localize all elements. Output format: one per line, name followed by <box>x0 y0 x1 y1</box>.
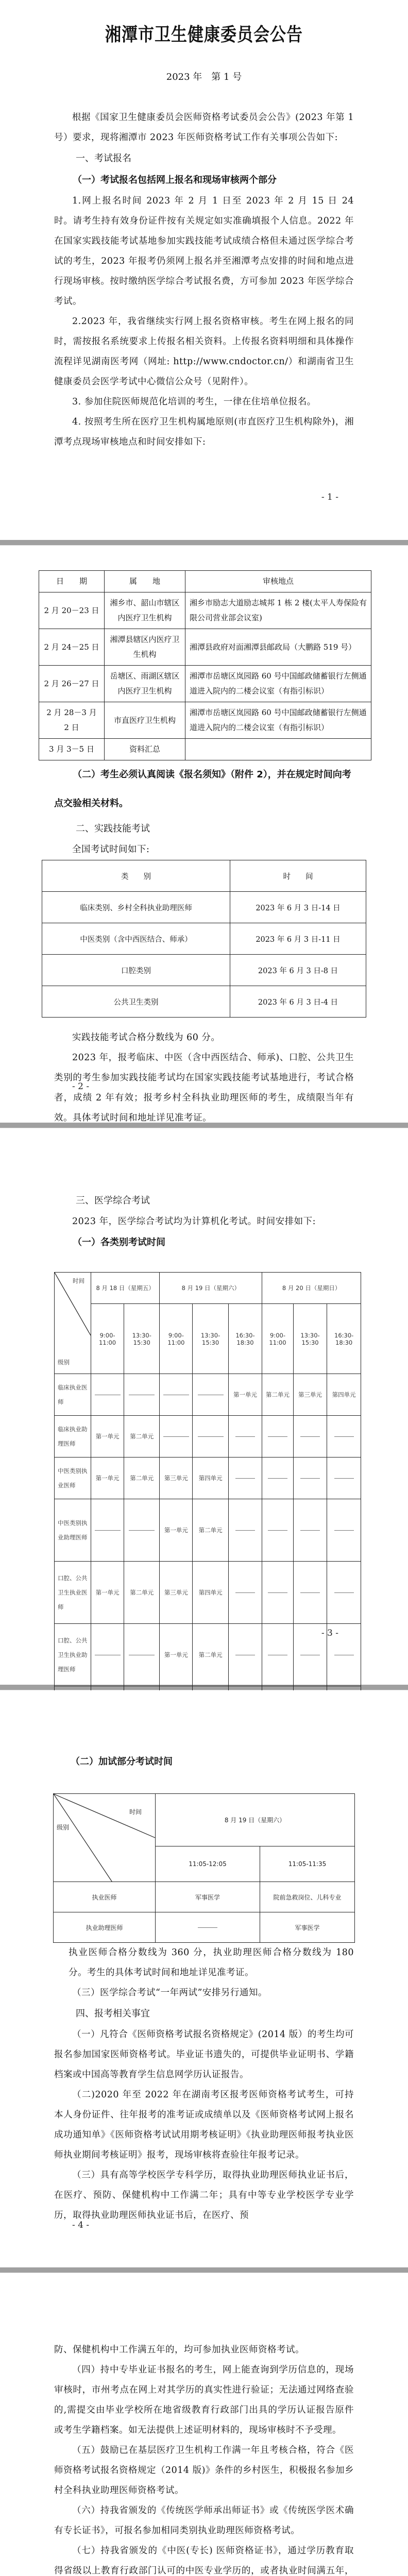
empty-slot-cell <box>262 1458 293 1499</box>
day-header: 8 月 19 日（星期六） <box>156 1794 355 1846</box>
empty-slot-dash <box>235 1530 255 1531</box>
subject-cell <box>156 1912 260 1943</box>
page-4 <box>0 1690 408 2267</box>
empty-slot-cell <box>91 1624 124 1686</box>
empty-slot-cell <box>293 1458 327 1499</box>
table-row <box>39 592 371 629</box>
time-cell: 2023 年 6 月 3 日-8 日 <box>230 955 366 986</box>
corner-label-level: 级别 <box>57 1824 70 1831</box>
empty-slot-cell <box>262 1624 293 1686</box>
level-cell: 临床执业医师 <box>55 1374 91 1416</box>
table-row <box>42 923 366 955</box>
table-header-row <box>55 1273 361 1304</box>
date-cell: 2 月 24－25 日 <box>39 629 105 666</box>
table-header-row <box>42 860 366 892</box>
date-cell: 2 月 26－27 日 <box>39 666 105 702</box>
section-3-lead: 2023 年，医学综合考试均为计算机化考试。时间安排如下: <box>72 1216 316 1227</box>
empty-slot-dash <box>334 1436 354 1437</box>
jurisdiction-cell: 岳塘区、雨湖区辖区内医疗卫生机构 <box>105 666 185 702</box>
corner-header-cell <box>54 1794 156 1882</box>
unit-cell: 第二单元 <box>262 1374 293 1416</box>
subject-cell: 军事医学 <box>156 1882 260 1912</box>
page-number: - 3 - <box>321 1628 338 1638</box>
section-3-sub-3: （三）医学综合考试“一年两试”安排另行通知。 <box>72 1988 267 1998</box>
empty-slot-cell <box>293 1499 327 1562</box>
document-title: 湘潭市卫生健康委员会公告 <box>105 24 303 46</box>
location-cell <box>185 739 371 760</box>
slot-header: 16:30-18:30 <box>327 1304 361 1374</box>
jurisdiction-cell: 湘乡市、韶山市辖区内医疗卫生机构 <box>105 592 185 629</box>
empty-slot-dash <box>235 1592 255 1593</box>
slot-header-row <box>55 1304 361 1374</box>
section-3-heading: 三、医学综合考试 <box>76 1195 150 1206</box>
page-separator <box>0 2267 408 2273</box>
unit-cell: 第一单元 <box>91 1562 124 1624</box>
page-separator <box>0 540 408 546</box>
table-row <box>42 955 366 986</box>
section-3-sub-1-heading: （一）各类别考试时间 <box>73 1237 165 1248</box>
unit-cell: 第一单元 <box>160 1624 193 1686</box>
table-row <box>54 1912 355 1943</box>
column-header: 属 地 <box>105 571 185 592</box>
empty-slot-dash <box>334 1478 354 1479</box>
empty-slot-dash <box>198 1927 217 1928</box>
section-4-item-7: （七）持我省颁发的《中医(专长) 医师资格证书》，通过学历教育取得省级以上教育行政部门认可的中医专业学历的，或者执业时间满五年， <box>54 2546 354 2576</box>
empty-slot-dash <box>163 1436 189 1437</box>
page-number: - 2 - <box>72 1081 90 1092</box>
unit-cell: 第三单元 <box>293 1374 327 1416</box>
date-cell: 2 月 20－23 日 <box>39 592 105 629</box>
section-4-item-4: （四）持中专毕业证书报名的考生，网上能查询到学历信息的，现场审核时，市州考点在网上对其学历的真实性进行验证；无法通过网络查验的,需提交由毕业学校所在地省级教育行政部门出具的学历认证报告原件或考生学籍档案。如无法提供上述证明材料的，现场审核时不予受理。 <box>54 2365 354 2435</box>
table-row <box>55 1458 361 1499</box>
table-header-row <box>39 571 371 592</box>
section-2-heading: 二、实践技能考试 <box>76 823 150 834</box>
table-row <box>42 892 366 923</box>
intro-paragraph: 根据《国家卫生健康委员会医师资格考试委员会公告》(2023 年第 1 号）要求，现将湘潭市 2023 年医师资格考试工作有关事项公告如下: <box>54 112 354 143</box>
time-cell: 2023 年 6 月 3 日-11 日 <box>230 923 366 955</box>
unit-cell: 第二单元 <box>124 1458 160 1499</box>
empty-slot-dash <box>334 1530 354 1531</box>
table-row <box>42 986 366 1018</box>
table-row <box>55 1499 361 1562</box>
table-header-row <box>54 1794 355 1846</box>
empty-slot-cell <box>124 1624 160 1686</box>
column-header: 审核地点 <box>185 571 371 592</box>
section-4-item-3-continued: 防、保健机构中工作满五年的，均可参加执业医师资格考试。 <box>54 2345 304 2355</box>
table-row <box>55 1624 361 1686</box>
slot-header: 9:00-11:00 <box>262 1304 293 1374</box>
subject-cell: 军事医学 <box>260 1912 355 1943</box>
unit-cell: 第三单元 <box>160 1458 193 1499</box>
empty-slot-dash <box>300 1530 320 1531</box>
slot-header: 13:30-15:30 <box>124 1304 160 1374</box>
section-4-item-1: （一）凡符合《医师资格考试报名资格规定》(2014 版）的考生均可报名参加国家医师资格考试。毕业证书遗失的，可提供毕业证明书、学籍档案或中国高等教育学生信息网学历认证报告。 <box>54 2029 354 2080</box>
unit-cell: 第二单元 <box>193 1499 228 1562</box>
level-cell: 口腔、公共卫生执业医师 <box>55 1562 91 1624</box>
empty-slot-dash <box>95 1530 121 1531</box>
date-cell: 2 月 28－3 月 2 日 <box>39 702 105 739</box>
slot-header: 11:05-12:05 <box>156 1846 260 1882</box>
category-cell: 口腔类别 <box>42 955 230 986</box>
slot-header: 11:05-11:35 <box>260 1846 355 1882</box>
empty-slot-cell <box>262 1416 293 1458</box>
section-1-item-4: 4. 按照考生所在医疗卫生机构属地原则(市直医疗卫生机构除外)，湘潭考点现场审核地点和时间安排如下: <box>54 417 354 447</box>
section-4-heading: 四、报考相关事宜 <box>76 2008 150 2019</box>
page-1 <box>0 0 408 540</box>
table-row <box>39 702 371 739</box>
unit-cell: 第四单元 <box>327 1374 361 1416</box>
empty-slot-cell <box>91 1374 124 1416</box>
unit-cell: 第二单元 <box>124 1562 160 1624</box>
empty-slot-cell <box>193 1416 228 1458</box>
level-cell: 中医类别执业医师 <box>55 1458 91 1499</box>
location-cell: 湘潭市岳塘区岚园路 60 号中国邮政储蓄银行左侧通道进入院内的二楼会议室（有指引标识） <box>185 666 371 702</box>
location-cell: 湘乡市励志大道励志城邦 1 栋 2 楼(太平人寿保险有限公司营业部会议室) <box>185 592 371 629</box>
empty-slot-cell <box>327 1416 361 1458</box>
section-1-sub-1-heading: （一）考试报名包括网上报名和现场审核两个部分 <box>73 175 277 185</box>
empty-slot-dash <box>300 1478 320 1479</box>
location-cell: 湘潭县政府对面湘潭县邮政局（大鹏路 519 号） <box>185 629 371 666</box>
time-cell: 2023 年 6 月 3 日-14 日 <box>230 892 366 923</box>
corner-label-time: 时间 <box>129 1808 142 1816</box>
column-header: 类 别 <box>42 860 230 892</box>
section-1-item-2: 2.2023 年，我省继续实行网上报名资格审核。考生在网上报名的同时，需按报名系统要求上传报名相关资料。上传报名资料明细和具体操作流程详见湖南医考网（网址: http://www.cndoctor.cn/）和湖南省卫生健康委员会医学考试中心微信公众号（见附件）。 <box>54 316 354 387</box>
empty-slot-dash <box>129 1530 155 1531</box>
category-cell: 公共卫生类别 <box>42 986 230 1018</box>
section-2-lead: 全国考试时间如下: <box>72 844 150 855</box>
level-cell: 中医类别执业助理医师 <box>55 1499 91 1562</box>
table-row <box>55 1416 361 1458</box>
empty-slot-cell <box>91 1499 124 1562</box>
section-4-item-6: （六）持我省颁发的《传统医学师承出师证书》或《传统医学医术确有专长证书》，可报名参加相同类别执业助理医师资格考试。 <box>54 2505 354 2536</box>
slot-header: 16:30-18:30 <box>228 1304 262 1374</box>
unit-cell: 第四单元 <box>193 1458 228 1499</box>
practical-passing-score: 实践技能考试合格分数线为 60 分。 <box>72 1032 220 1043</box>
day-header: 8 月 19 日（星期六） <box>160 1273 262 1304</box>
location-cell: 湘潭市岳塘区岚园路 60 号中国邮政储蓄银行左侧通道进入院内的二楼会议室（有指引标识） <box>185 702 371 739</box>
category-cell: 中医类别（含中西医结合、师承） <box>42 923 230 955</box>
empty-slot-dash <box>235 1478 255 1479</box>
table-row <box>55 1374 361 1416</box>
empty-slot-cell <box>160 1416 193 1458</box>
empty-slot-cell <box>228 1499 262 1562</box>
corner-header-cell <box>55 1273 91 1374</box>
empty-slot-cell <box>262 1499 293 1562</box>
day-header: 8 月 18 日（星期五） <box>91 1273 160 1304</box>
unit-cell: 第一单元 <box>91 1416 124 1458</box>
page-number: - 1 - <box>321 492 338 502</box>
review-schedule-table <box>39 570 371 760</box>
unit-cell: 第三单元 <box>160 1562 193 1624</box>
section-2-body: 2023 年，报考临床、中医（含中西医结合、师承)、口腔、公共卫生类别的考生参加实践技能考试均在国家实践技能考试基地进行，考试合格者，成绩 2 年有效；报考乡村全科执业助理医师的考生，成绩限当年有效。具体考试时间和地址详见准考证。 <box>54 1053 354 1123</box>
time-cell: 2023 年 6 月 3 日-4 日 <box>230 986 366 1018</box>
empty-slot-cell <box>124 1499 160 1562</box>
unit-cell: 第二单元 <box>124 1416 160 1458</box>
empty-slot-cell <box>262 1562 293 1624</box>
jurisdiction-cell: 市直医疗卫生机构 <box>105 702 185 739</box>
empty-slot-cell <box>327 1499 361 1562</box>
date-cell: 3 月 3－5 日 <box>39 739 105 760</box>
section-1-item-3: 3. 参加住院医师规范化培训的考生，一律在住培单位报名。 <box>72 397 316 407</box>
level-cell: 执业医师 <box>54 1882 156 1912</box>
unit-cell: 第一单元 <box>160 1499 193 1562</box>
slot-header: 13:30-15:30 <box>293 1304 327 1374</box>
day-header: 8 月 20 日（星期日） <box>262 1273 361 1304</box>
section-1-heading: 一、考试报名 <box>76 153 131 164</box>
empty-slot-dash <box>268 1530 287 1531</box>
section-1-item-1: 1.网上报名时间 2023 年 2 月 1 日至 2023 年 2 月 15 日 24 时。请考生持有效身份证件按有关规定如实准确填报个人信息。2022 年在国家实践技能考试基地参加实践技能考试成绩合格但未通过医学综合考试的考生，2023 年报考仍须网上报名并至湘潭考点安排的时间和地点进行现场审核。按时缴纳医学综合考试报名费，方可参加 2023 年医学综合考试。 <box>54 196 354 307</box>
extra-exam-table <box>53 1793 355 1943</box>
document-number: 2023 年 第 1 号 <box>166 72 242 82</box>
unit-cell: 第四单元 <box>193 1562 228 1624</box>
page-3 <box>0 1128 408 1685</box>
practical-exam-table <box>42 860 366 1018</box>
table-row <box>39 629 371 666</box>
jurisdiction-cell: 资料汇总 <box>105 739 185 760</box>
empty-slot-cell <box>293 1416 327 1458</box>
comprehensive-passing-score: 执业医师合格分数线为 360 分，执业助理医师合格分数线为 180 分。考生的具体考试时间和地址详见准考证。 <box>69 1947 354 1978</box>
empty-slot-dash <box>268 1436 287 1437</box>
section-4-item-5: （五）鼓励已在基层医疗卫生机构工作满一年且考核合格，符合《医师资格考试报名资格规定（2014 版)》条件的乡村医生，积极报名参加乡村全科执业助理医师资格考试。 <box>54 2445 354 2496</box>
level-cell: 口腔、公共卫生执业助理医师 <box>55 1624 91 1686</box>
empty-slot-cell <box>327 1458 361 1499</box>
empty-slot-dash <box>300 1436 320 1437</box>
corner-label-time: 时间 <box>73 1277 84 1284</box>
unit-cell: 第一单元 <box>228 1374 262 1416</box>
table-row <box>55 1562 361 1624</box>
empty-slot-dash <box>235 1436 255 1437</box>
table-row <box>39 666 371 702</box>
empty-slot-dash <box>268 1478 287 1479</box>
empty-slot-cell <box>228 1562 262 1624</box>
empty-slot-cell <box>124 1374 160 1416</box>
column-header: 时 间 <box>230 860 366 892</box>
empty-slot-dash <box>334 1592 354 1593</box>
page-2 <box>0 546 408 1123</box>
corner-label-level: 级别 <box>58 1359 70 1366</box>
empty-slot-dash <box>268 1592 287 1593</box>
empty-slot-dash <box>300 1592 320 1593</box>
empty-slot-cell <box>228 1458 262 1499</box>
column-header: 日 期 <box>39 571 105 592</box>
level-cell: 临床执业助理医师 <box>55 1416 91 1458</box>
slot-header: 9:00-11:00 <box>91 1304 124 1374</box>
section-1-sub-2-heading: （二）考生必须认真阅读《报名须知》（附件 2），并在规定时间向考点交验相关材料。 <box>54 769 351 809</box>
category-cell: 临床类别、乡村全科执业助理医师 <box>42 892 230 923</box>
jurisdiction-cell: 湘潭县辖区内医疗卫生机构 <box>105 629 185 666</box>
level-cell: 执业助理医师 <box>54 1912 156 1943</box>
slot-header: 13:30-15:30 <box>193 1304 228 1374</box>
section-4-item-3: （三）具有高等学校医学专科学历，取得执业助理医师执业证书后，在医疗、预防、保健机构中工作满二年；具有中等专业学校医学专业学历，取得执业助理医师执业证书后，在医疗、预 <box>54 2170 354 2221</box>
page-number: - 4 - <box>72 2220 90 2230</box>
empty-slot-cell <box>293 1562 327 1624</box>
empty-slot-cell <box>193 1374 228 1416</box>
empty-slot-cell <box>160 1374 193 1416</box>
subject-cell: 院前急救岗位、儿科专业 <box>260 1882 355 1912</box>
empty-slot-cell <box>327 1562 361 1624</box>
section-4-item-2: （二)2020 年至 2022 年在湖南考区报考医师资格考试考生，可持本人身份证件、往年报考的准考证或成绩单以及《医师资格考试网上报名成功通知单》《医师资格考试试用期考核证明》《执业助理医师报考执业医师执业期间考核证明》报考，现场审核将查验往年报考记录。 <box>54 2090 354 2160</box>
empty-slot-cell <box>228 1416 262 1458</box>
empty-slot-cell <box>228 1624 262 1686</box>
unit-cell: 第二单元 <box>193 1624 228 1686</box>
page-5 <box>0 2273 408 2576</box>
section-3-sub-2-heading: （二）加试部分考试时间 <box>71 1756 173 1767</box>
slot-header: 9:00-11:00 <box>160 1304 193 1374</box>
unit-cell: 第一单元 <box>91 1458 124 1499</box>
table-row <box>39 739 371 760</box>
empty-slot-dash <box>198 1436 224 1437</box>
table-row <box>54 1882 355 1912</box>
